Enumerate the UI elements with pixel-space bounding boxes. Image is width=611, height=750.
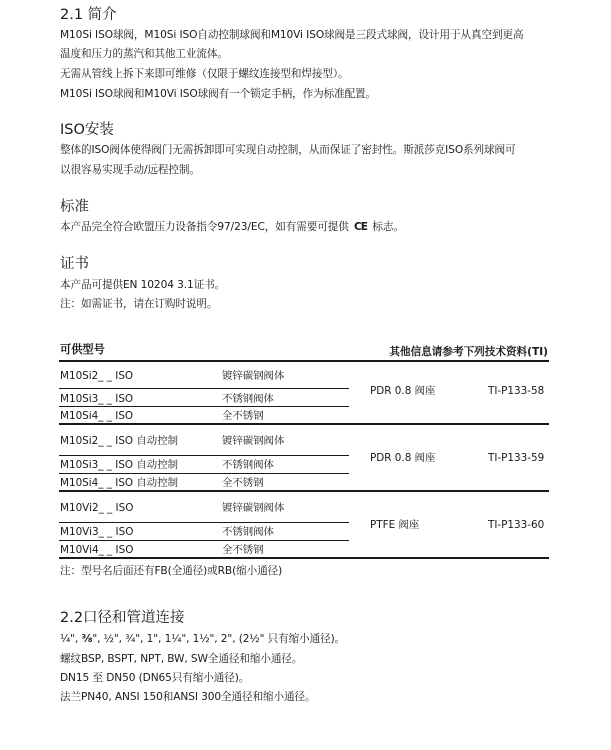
intro-line-2: 温度和压力的蒸汽和其他工业流体。	[60, 48, 228, 60]
intro-line-1: M10Si ISO球阀，M10Si ISO自动控制球阀和M10Vi ISO球阀是三段式球阀，设计用于从真空到更高	[60, 29, 524, 41]
models-ti-header: 其他信息请参考下列技术资料(TI)	[389, 346, 548, 358]
row-divider	[59, 455, 349, 456]
iso-line-1: 整体的ISO阀体使得阀门无需拆卸即可实现自动控制，从而保证了密封性。斯派莎克ISO系列球阀可	[60, 144, 516, 156]
row-divider	[59, 540, 349, 541]
model-cell: M10Si4_ _ ISO 自动控制	[60, 477, 178, 489]
model-cell: M10Si3_ _ ISO	[60, 393, 134, 405]
sizes-text-end: ", ½", ¾", 1", 1¼", 1½", 2", (2½" 只有缩小通径)。	[92, 633, 346, 645]
table-bottom-rule	[59, 557, 549, 559]
row-divider	[59, 406, 349, 407]
row-divider	[59, 473, 349, 474]
cert-heading: 证书	[60, 256, 89, 272]
row-divider	[59, 388, 349, 389]
connections-line-2: DN15 至 DN50 (DN65只有缩小通径)。	[60, 672, 250, 684]
sizes-line	[60, 632, 345, 646]
iso-line-2: 以很容易实现手动/远程控制。	[60, 164, 200, 176]
cert-note: 注：如需证书，请在订购时说明。	[60, 298, 218, 310]
body-cell: 镀锌碳钢阀体	[222, 502, 285, 514]
seat-cell: PDR 0.8 阀座	[370, 385, 436, 397]
cert-line-1: 本产品可提供EN 10204 3.1证书。	[60, 279, 226, 291]
body-cell: 镀锌碳钢阀体	[222, 370, 285, 382]
sizes-text-start: ¼",	[60, 633, 82, 645]
model-cell: M10Vi3_ _ ISO	[60, 526, 134, 538]
sizes-heading: 2.2口径和管道连接	[60, 610, 185, 626]
seat-cell: PTFE 阀座	[370, 519, 420, 531]
group-rule	[59, 423, 549, 425]
model-cell: M10Vi2_ _ ISO	[60, 502, 134, 514]
intro-heading: 2.1 简介	[60, 7, 117, 23]
connections-line-3: 法兰PN40, ANSI 150和ANSI 300全通径和缩小通径。	[60, 691, 316, 703]
ti-cell: TI-P133-60	[488, 519, 545, 531]
body-cell: 不锈钢阀体	[222, 526, 274, 538]
ti-cell: TI-P133-58	[488, 385, 545, 397]
group-rule	[59, 490, 549, 492]
ce-mark-icon: CE	[354, 221, 368, 233]
sizes-text-bold: ⅜	[81, 633, 93, 645]
standard-text-end: 标志。	[372, 221, 404, 233]
standard-heading: 标准	[60, 199, 89, 215]
body-cell: 全不锈钢	[222, 477, 264, 489]
standard-text: 本产品完全符合欧盟压力设备指令97/23/EC，如有需要可提供	[60, 221, 349, 233]
model-cell: M10Si2_ _ ISO 自动控制	[60, 435, 178, 447]
model-cell: M10Si4_ _ ISO	[60, 410, 134, 422]
body-cell: 镀锌碳钢阀体	[222, 435, 285, 447]
model-cell: M10Si2_ _ ISO	[60, 370, 134, 382]
model-cell: M10Si3_ _ ISO 自动控制	[60, 459, 178, 471]
seat-cell: PDR 0.8 阀座	[370, 452, 436, 464]
body-cell: 不锈钢阀体	[222, 459, 274, 471]
models-heading: 可供型号	[60, 343, 105, 356]
connections-line-1: 螺纹BSP, BSPT, NPT, BW, SW全通径和缩小通径。	[60, 653, 303, 665]
table-top-rule	[59, 360, 549, 362]
iso-heading: ISO安装	[60, 122, 114, 138]
models-note: 注：型号名后面还有FB(全通径)或RB(缩小通径)	[60, 565, 283, 577]
body-cell: 全不锈钢	[222, 544, 264, 556]
standard-line	[60, 220, 404, 234]
ti-cell: TI-P133-59	[488, 452, 545, 464]
body-cell: 全不锈钢	[222, 410, 264, 422]
model-cell: M10Vi4_ _ ISO	[60, 544, 134, 556]
body-cell: 不锈钢阀体	[222, 393, 274, 405]
row-divider	[59, 522, 349, 523]
intro-line-3: 无需从管线上拆下来即可维修（仅限于螺纹连接型和焊接型）。	[60, 68, 349, 80]
intro-line-4: M10Si ISO球阀和M10Vi ISO球阀有一个锁定手柄，作为标准配置。	[60, 88, 377, 100]
